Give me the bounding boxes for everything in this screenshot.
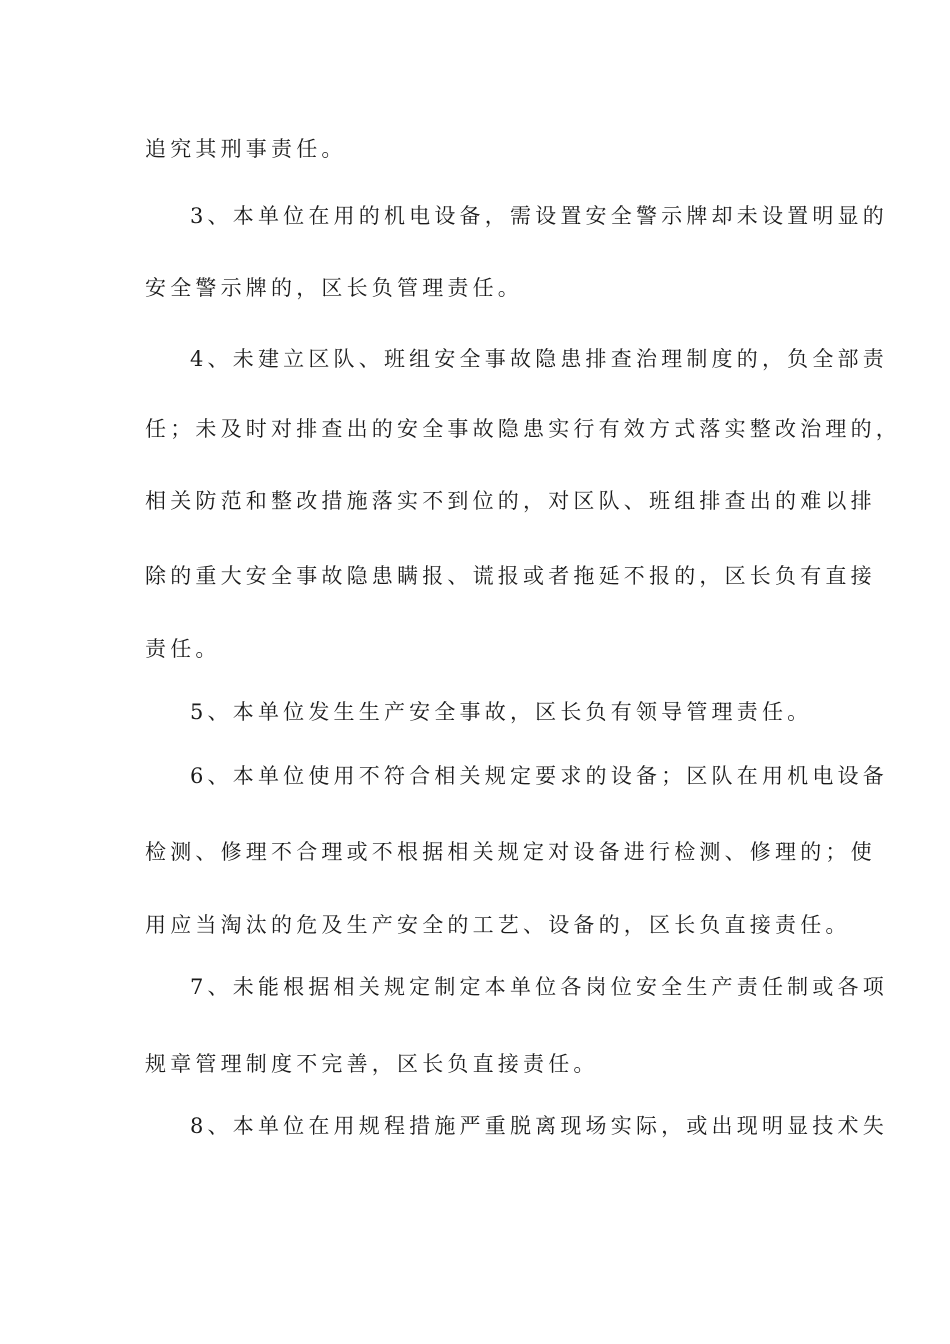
text-line: 6、本单位使用不符合相关规定要求的设备；区队在用机电设备 — [190, 764, 888, 788]
text-line: 安全警示牌的，区长负管理责任。 — [145, 276, 523, 300]
text-line: 责任。 — [145, 637, 221, 661]
text-line: 7、未能根据相关规定制定本单位各岗位安全生产责任制或各项 — [190, 975, 888, 999]
text-line: 追究其刑事责任。 — [145, 137, 347, 161]
text-line: 4、未建立区队、班组安全事故隐患排查治理制度的，负全部责 — [190, 347, 888, 371]
text-line: 用应当淘汰的危及生产安全的工艺、设备的，区长负直接责任。 — [145, 913, 851, 937]
text-line: 规章管理制度不完善，区长负直接责任。 — [145, 1052, 599, 1076]
text-line: 8、本单位在用规程措施严重脱离现场实际，或出现明显技术失 — [190, 1114, 888, 1138]
text-line: 相关防范和整改措施落实不到位的，对区队、班组排查出的难以排 — [145, 489, 876, 513]
text-line: 除的重大安全事故隐患瞒报、谎报或者拖延不报的，区长负有直接 — [145, 564, 876, 588]
text-line: 3、本单位在用的机电设备，需设置安全警示牌却未设置明显的 — [190, 204, 888, 228]
text-line: 检测、修理不合理或不根据相关规定对设备进行检测、修理的；使 — [145, 840, 876, 864]
text-line: 5、本单位发生生产安全事故，区长负有领导管理责任。 — [190, 700, 813, 724]
text-line: 任；未及时对排查出的安全事故隐患实行有效方式落实整改治理的， — [145, 417, 901, 441]
